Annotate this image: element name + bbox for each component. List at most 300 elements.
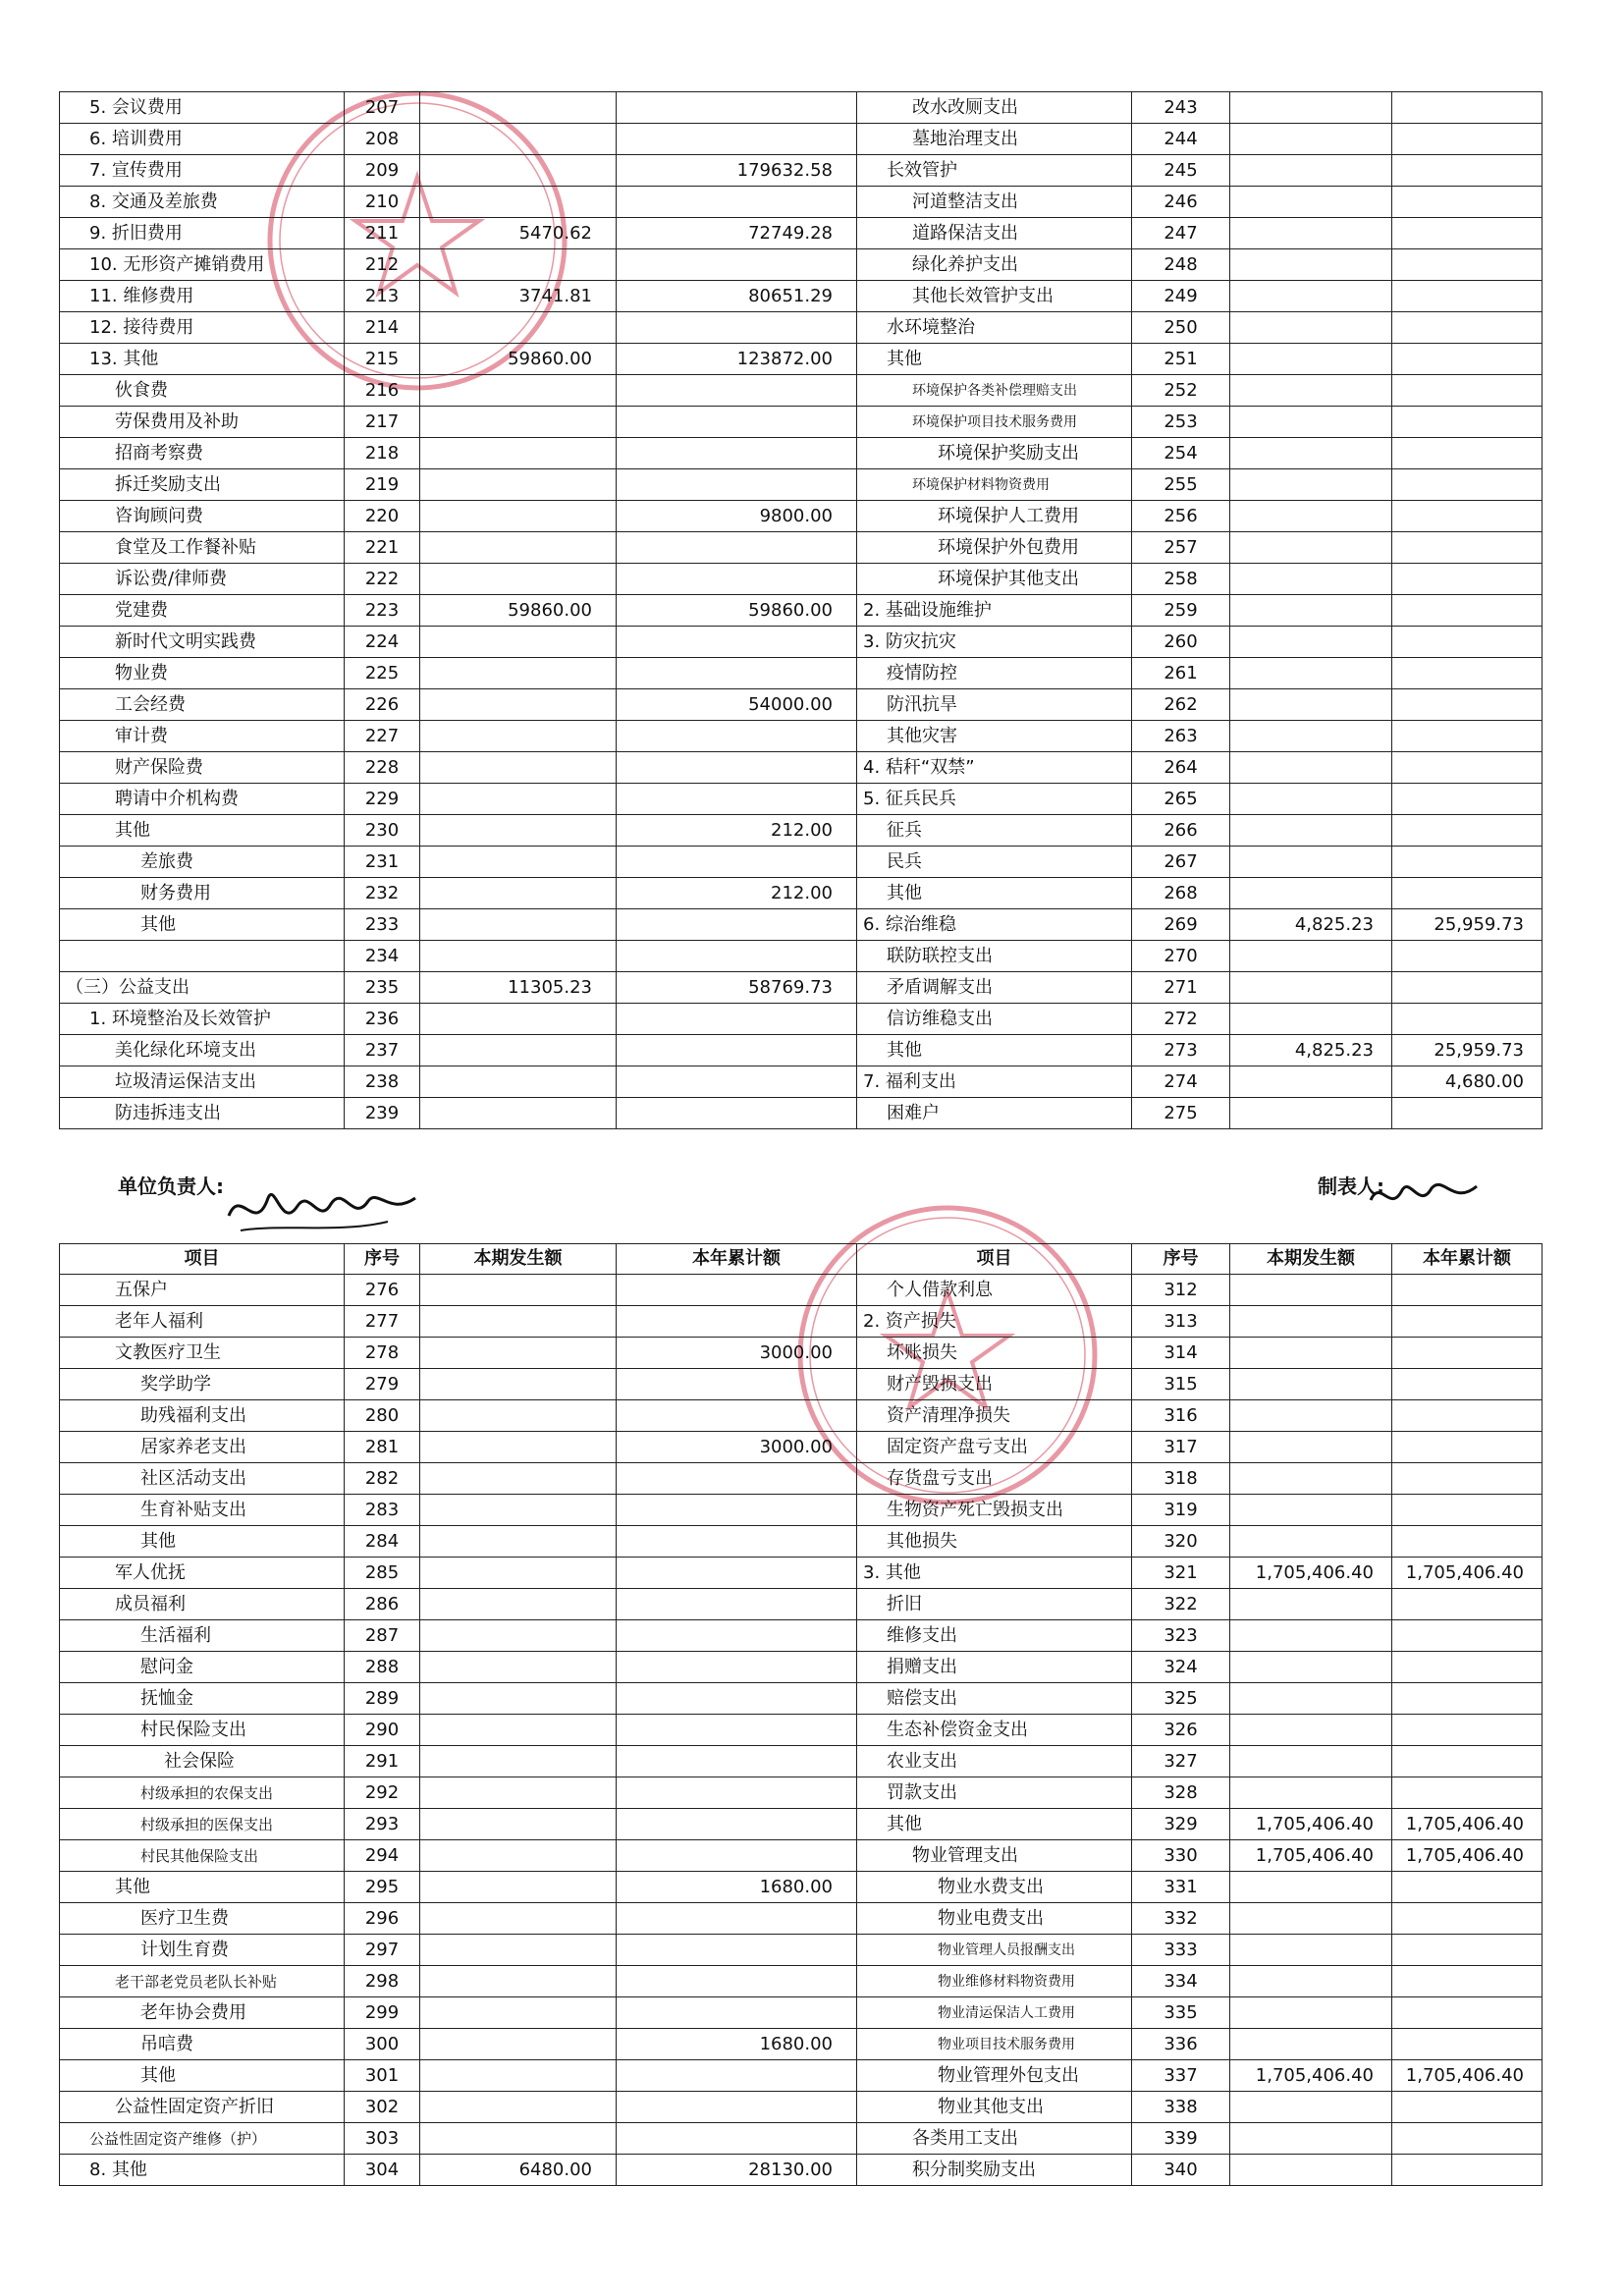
right-ytd-amount: [1392, 1004, 1543, 1035]
left-item-cell: 8. 其他: [60, 2155, 345, 2186]
right-item-cell: 4. 秸秆“双禁”: [857, 752, 1132, 784]
table-row: [60, 407, 1543, 438]
left-item-cell: 计划生育费: [60, 1935, 345, 1966]
right-item-cell: 2. 基础设施维护: [857, 595, 1132, 627]
left-item-cell: 差旅费: [60, 847, 345, 878]
right-seq-cell: 272: [1132, 1004, 1230, 1035]
left-current-amount: [420, 721, 617, 752]
left-seq-cell: 236: [345, 1004, 420, 1035]
right-ytd-amount: [1392, 469, 1543, 501]
right-current-amount: [1230, 2092, 1392, 2123]
table-row: [60, 1400, 1543, 1432]
right-item-cell: 改水改厕支出: [857, 92, 1132, 124]
right-item-cell: 其他: [857, 1809, 1132, 1840]
left-ytd-amount: 28130.00: [617, 2155, 857, 2186]
table-row: [60, 752, 1543, 784]
right-seq-cell: 254: [1132, 438, 1230, 469]
right-item-cell: 信访维稳支出: [857, 1004, 1132, 1035]
left-item-cell: 招商考察费: [60, 438, 345, 469]
table-row: [60, 124, 1543, 155]
right-ytd-amount: [1392, 689, 1543, 721]
right-current-amount: [1230, 1652, 1392, 1683]
left-item-cell: 10. 无形资产摊销费用: [60, 249, 345, 281]
left-current-amount: [420, 1275, 617, 1306]
right-seq-cell: 336: [1132, 2029, 1230, 2060]
right-current-amount: [1230, 815, 1392, 847]
left-ytd-amount: [617, 784, 857, 815]
right-current-amount: 1,705,406.40: [1230, 1558, 1392, 1589]
right-ytd-amount: [1392, 155, 1543, 187]
table-row: [60, 627, 1543, 658]
right-ytd-amount: [1392, 721, 1543, 752]
right-current-amount: [1230, 2123, 1392, 2155]
table-row: [60, 1715, 1543, 1746]
right-item-cell: 其他灾害: [857, 721, 1132, 752]
right-ytd-amount: [1392, 1400, 1543, 1432]
left-current-amount: [420, 501, 617, 532]
left-ytd-amount: [617, 658, 857, 689]
table-row: [60, 1495, 1543, 1526]
right-seq-cell: 266: [1132, 815, 1230, 847]
right-current-amount: [1230, 1066, 1392, 1098]
right-current-amount: [1230, 469, 1392, 501]
right-ytd-amount: [1392, 1652, 1543, 1683]
left-current-amount: [420, 784, 617, 815]
right-item-cell: 2. 资产损失: [857, 1306, 1132, 1338]
left-current-amount: 5470.62: [420, 218, 617, 249]
right-seq-cell: 327: [1132, 1746, 1230, 1777]
left-ytd-amount: 58769.73: [617, 972, 857, 1004]
left-ytd-amount: [617, 1066, 857, 1098]
left-item-cell: 新时代文明实践费: [60, 627, 345, 658]
left-seq-cell: 276: [345, 1275, 420, 1306]
table-row: [60, 1098, 1543, 1129]
right-item-cell: 道路保洁支出: [857, 218, 1132, 249]
left-current-amount: [420, 2123, 617, 2155]
right-current-amount: 1,705,406.40: [1230, 1840, 1392, 1872]
left-ytd-amount: [617, 2123, 857, 2155]
right-ytd-amount: [1392, 752, 1543, 784]
left-current-amount: [420, 407, 617, 438]
left-item-cell: 物业费: [60, 658, 345, 689]
left-seq-cell: 215: [345, 344, 420, 375]
left-item-cell: 13. 其他: [60, 344, 345, 375]
right-ytd-amount: 1,705,406.40: [1392, 1558, 1543, 1589]
right-ytd-amount: [1392, 1715, 1543, 1746]
left-seq-cell: 284: [345, 1526, 420, 1558]
left-item-cell: 公益性固定资产折旧: [60, 2092, 345, 2123]
right-item-cell: 环境保护其他支出: [857, 564, 1132, 595]
left-ytd-amount: [617, 1966, 857, 1997]
left-current-amount: [420, 1683, 617, 1715]
left-ytd-amount: [617, 1369, 857, 1400]
header-current: 本期发生额: [1230, 1244, 1392, 1275]
left-ytd-amount: [617, 1715, 857, 1746]
right-seq-cell: 260: [1132, 627, 1230, 658]
left-seq-cell: 234: [345, 941, 420, 972]
left-ytd-amount: [617, 1495, 857, 1526]
ledger-table-bottom: [59, 1243, 1543, 2186]
right-ytd-amount: [1392, 281, 1543, 312]
left-current-amount: [420, 1400, 617, 1432]
left-seq-cell: 280: [345, 1400, 420, 1432]
left-ytd-amount: 72749.28: [617, 218, 857, 249]
left-current-amount: [420, 1872, 617, 1903]
left-current-amount: [420, 1338, 617, 1369]
left-ytd-amount: [617, 1463, 857, 1495]
left-seq-cell: 292: [345, 1777, 420, 1809]
table-row: [60, 847, 1543, 878]
left-current-amount: [420, 124, 617, 155]
left-ytd-amount: 1680.00: [617, 2029, 857, 2060]
right-ytd-amount: [1392, 1275, 1543, 1306]
right-item-cell: 其他: [857, 1035, 1132, 1066]
right-seq-cell: 253: [1132, 407, 1230, 438]
left-item-cell: [60, 941, 345, 972]
left-current-amount: [420, 532, 617, 564]
right-ytd-amount: [1392, 972, 1543, 1004]
right-ytd-amount: [1392, 438, 1543, 469]
right-current-amount: [1230, 344, 1392, 375]
right-current-amount: [1230, 972, 1392, 1004]
right-current-amount: [1230, 689, 1392, 721]
left-seq-cell: 279: [345, 1369, 420, 1400]
left-seq-cell: 231: [345, 847, 420, 878]
right-item-cell: 物业维修材料物资费用: [857, 1966, 1132, 1997]
left-seq-cell: 225: [345, 658, 420, 689]
left-item-cell: 工会经费: [60, 689, 345, 721]
left-ytd-amount: [617, 941, 857, 972]
left-current-amount: [420, 1306, 617, 1338]
right-item-cell: 个人借款利息: [857, 1275, 1132, 1306]
right-item-cell: 河道整洁支出: [857, 187, 1132, 218]
left-ytd-amount: 54000.00: [617, 689, 857, 721]
right-seq-cell: 338: [1132, 2092, 1230, 2123]
left-item-cell: 伙食费: [60, 375, 345, 407]
right-seq-cell: 251: [1132, 344, 1230, 375]
left-seq-cell: 298: [345, 1966, 420, 1997]
right-seq-cell: 314: [1132, 1338, 1230, 1369]
left-item-cell: 6. 培训费用: [60, 124, 345, 155]
right-current-amount: [1230, 532, 1392, 564]
right-seq-cell: 319: [1132, 1495, 1230, 1526]
table-row: [60, 92, 1543, 124]
left-item-cell: 1. 环境整治及长效管护: [60, 1004, 345, 1035]
left-item-cell: 其他: [60, 1872, 345, 1903]
table-row: [60, 1463, 1543, 1495]
right-ytd-amount: [1392, 1872, 1543, 1903]
header-item: 项目: [60, 1244, 345, 1275]
right-item-cell: 环境保护外包费用: [857, 532, 1132, 564]
table-row: [60, 469, 1543, 501]
right-ytd-amount: 4,680.00: [1392, 1066, 1543, 1098]
right-ytd-amount: [1392, 784, 1543, 815]
left-seq-cell: 222: [345, 564, 420, 595]
right-item-cell: 坏账损失: [857, 1338, 1132, 1369]
table-row: [60, 1338, 1543, 1369]
left-seq-cell: 233: [345, 909, 420, 941]
left-ytd-amount: [617, 1683, 857, 1715]
left-seq-cell: 232: [345, 878, 420, 909]
right-item-cell: 罚款支出: [857, 1777, 1132, 1809]
left-current-amount: [420, 909, 617, 941]
ledger-table-top-body: [60, 92, 1543, 1129]
left-ytd-amount: [617, 1098, 857, 1129]
right-seq-cell: 263: [1132, 721, 1230, 752]
left-current-amount: 11305.23: [420, 972, 617, 1004]
right-seq-cell: 274: [1132, 1066, 1230, 1098]
right-item-cell: 7. 福利支出: [857, 1066, 1132, 1098]
right-current-amount: [1230, 375, 1392, 407]
left-ytd-amount: [617, 1306, 857, 1338]
right-ytd-amount: [1392, 1495, 1543, 1526]
left-item-cell: （三）公益支出: [60, 972, 345, 1004]
right-ytd-amount: [1392, 1966, 1543, 1997]
right-ytd-amount: [1392, 407, 1543, 438]
right-ytd-amount: [1392, 218, 1543, 249]
left-item-cell: 村级承担的医保支出: [60, 1809, 345, 1840]
right-item-cell: 物业管理人员报酬支出: [857, 1935, 1132, 1966]
right-ytd-amount: [1392, 1777, 1543, 1809]
right-item-cell: 其他损失: [857, 1526, 1132, 1558]
right-current-amount: [1230, 1997, 1392, 2029]
left-seq-cell: 229: [345, 784, 420, 815]
left-current-amount: [420, 1777, 617, 1809]
right-seq-cell: 316: [1132, 1400, 1230, 1432]
left-item-cell: 老干部老党员老队长补贴: [60, 1966, 345, 1997]
right-item-cell: 矛盾调解支出: [857, 972, 1132, 1004]
header-ytd: 本年累计额: [617, 1244, 857, 1275]
left-seq-cell: 221: [345, 532, 420, 564]
left-seq-cell: 227: [345, 721, 420, 752]
table-row: [60, 2060, 1543, 2092]
header-current: 本期发生额: [420, 1244, 617, 1275]
left-item-cell: 医疗卫生费: [60, 1903, 345, 1935]
left-current-amount: [420, 878, 617, 909]
left-item-cell: 居家养老支出: [60, 1432, 345, 1463]
table-row: [60, 909, 1543, 941]
left-current-amount: [420, 92, 617, 124]
right-current-amount: [1230, 1369, 1392, 1400]
table-row: [60, 1966, 1543, 1997]
left-item-cell: 其他: [60, 2060, 345, 2092]
left-seq-cell: 212: [345, 249, 420, 281]
right-current-amount: [1230, 1338, 1392, 1369]
right-current-amount: 4,825.23: [1230, 909, 1392, 941]
header-seq: 序号: [1132, 1244, 1230, 1275]
left-ytd-amount: [617, 1004, 857, 1035]
right-item-cell: 征兵: [857, 815, 1132, 847]
right-ytd-amount: [1392, 1098, 1543, 1129]
left-item-cell: 老年协会费用: [60, 1997, 345, 2029]
left-current-amount: [420, 312, 617, 344]
left-seq-cell: 220: [345, 501, 420, 532]
left-ytd-amount: 9800.00: [617, 501, 857, 532]
left-ytd-amount: [617, 1840, 857, 1872]
left-ytd-amount: 3000.00: [617, 1432, 857, 1463]
left-seq-cell: 208: [345, 124, 420, 155]
table-row: [60, 1935, 1543, 1966]
left-ytd-amount: [617, 1903, 857, 1935]
right-seq-cell: 247: [1132, 218, 1230, 249]
right-ytd-amount: 1,705,406.40: [1392, 1840, 1543, 1872]
right-ytd-amount: [1392, 2155, 1543, 2186]
left-ytd-amount: [617, 375, 857, 407]
table-row: [60, 2092, 1543, 2123]
left-seq-cell: 218: [345, 438, 420, 469]
left-item-cell: 社区活动支出: [60, 1463, 345, 1495]
left-ytd-amount: [617, 92, 857, 124]
left-current-amount: 6480.00: [420, 2155, 617, 2186]
left-current-amount: [420, 1809, 617, 1840]
right-current-amount: [1230, 281, 1392, 312]
left-current-amount: [420, 1098, 617, 1129]
left-current-amount: [420, 815, 617, 847]
right-seq-cell: 313: [1132, 1306, 1230, 1338]
left-ytd-amount: [617, 1526, 857, 1558]
table-header-row: [60, 1244, 1543, 1275]
left-current-amount: [420, 375, 617, 407]
left-item-cell: 村民保险支出: [60, 1715, 345, 1746]
right-item-cell: 水环境整治: [857, 312, 1132, 344]
left-current-amount: 59860.00: [420, 344, 617, 375]
right-ytd-amount: [1392, 92, 1543, 124]
right-seq-cell: 326: [1132, 1715, 1230, 1746]
left-current-amount: [420, 438, 617, 469]
left-current-amount: [420, 941, 617, 972]
left-ytd-amount: [617, 1746, 857, 1777]
right-current-amount: 1,705,406.40: [1230, 1809, 1392, 1840]
left-ytd-amount: [617, 249, 857, 281]
right-current-amount: [1230, 1589, 1392, 1620]
table-row: [60, 1004, 1543, 1035]
right-seq-cell: 245: [1132, 155, 1230, 187]
right-seq-cell: 244: [1132, 124, 1230, 155]
left-ytd-amount: 179632.58: [617, 155, 857, 187]
left-item-cell: 拆迁奖励支出: [60, 469, 345, 501]
left-item-cell: 奖学助学: [60, 1369, 345, 1400]
left-current-amount: [420, 1463, 617, 1495]
right-item-cell: 环境保护人工费用: [857, 501, 1132, 532]
right-item-cell: 环境保护各类补偿理赔支出: [857, 375, 1132, 407]
left-current-amount: [420, 2060, 617, 2092]
right-seq-cell: 261: [1132, 658, 1230, 689]
table-row: [60, 1777, 1543, 1809]
right-item-cell: 其他: [857, 878, 1132, 909]
right-current-amount: [1230, 847, 1392, 878]
left-ytd-amount: [617, 909, 857, 941]
left-current-amount: [420, 187, 617, 218]
right-current-amount: [1230, 721, 1392, 752]
table-row: [60, 564, 1543, 595]
left-ytd-amount: [617, 2092, 857, 2123]
left-ytd-amount: 1680.00: [617, 1872, 857, 1903]
right-item-cell: 环境保护项目技术服务费用: [857, 407, 1132, 438]
left-ytd-amount: [617, 124, 857, 155]
left-item-cell: 老年人福利: [60, 1306, 345, 1338]
table-row: [60, 689, 1543, 721]
right-current-amount: [1230, 1935, 1392, 1966]
left-current-amount: 59860.00: [420, 595, 617, 627]
right-seq-cell: 269: [1132, 909, 1230, 941]
right-seq-cell: 248: [1132, 249, 1230, 281]
right-item-cell: 物业管理支出: [857, 1840, 1132, 1872]
right-current-amount: [1230, 658, 1392, 689]
right-seq-cell: 339: [1132, 2123, 1230, 2155]
left-ytd-amount: [617, 1777, 857, 1809]
right-item-cell: 3. 防灾抗灾: [857, 627, 1132, 658]
right-item-cell: 长效管护: [857, 155, 1132, 187]
right-ytd-amount: [1392, 1463, 1543, 1495]
right-item-cell: 农业支出: [857, 1746, 1132, 1777]
left-item-cell: 其他: [60, 1526, 345, 1558]
right-ytd-amount: [1392, 595, 1543, 627]
right-current-amount: [1230, 1777, 1392, 1809]
right-current-amount: [1230, 752, 1392, 784]
table-row: [60, 1746, 1543, 1777]
ledger-table-top: [59, 91, 1543, 1129]
left-ytd-amount: [617, 564, 857, 595]
right-item-cell: 存货盘亏支出: [857, 1463, 1132, 1495]
table-row: [60, 878, 1543, 909]
left-ytd-amount: 3000.00: [617, 1338, 857, 1369]
right-ytd-amount: [1392, 2029, 1543, 2060]
right-item-cell: 折旧: [857, 1589, 1132, 1620]
right-ytd-amount: [1392, 1369, 1543, 1400]
left-item-cell: 财务费用: [60, 878, 345, 909]
left-seq-cell: 286: [345, 1589, 420, 1620]
left-item-cell: 11. 维修费用: [60, 281, 345, 312]
right-seq-cell: 275: [1132, 1098, 1230, 1129]
left-current-amount: [420, 689, 617, 721]
right-item-cell: 积分制奖励支出: [857, 2155, 1132, 2186]
header-seq: 序号: [345, 1244, 420, 1275]
left-item-cell: 12. 接待费用: [60, 312, 345, 344]
right-ytd-amount: [1392, 658, 1543, 689]
right-current-amount: [1230, 92, 1392, 124]
right-ytd-amount: [1392, 124, 1543, 155]
left-seq-cell: 290: [345, 1715, 420, 1746]
left-current-amount: [420, 1589, 617, 1620]
left-seq-cell: 293: [345, 1809, 420, 1840]
left-ytd-amount: 59860.00: [617, 595, 857, 627]
right-ytd-amount: 25,959.73: [1392, 1035, 1543, 1066]
left-ytd-amount: [617, 1400, 857, 1432]
right-ytd-amount: [1392, 941, 1543, 972]
left-seq-cell: 294: [345, 1840, 420, 1872]
left-item-cell: 军人优抚: [60, 1558, 345, 1589]
right-item-cell: 物业电费支出: [857, 1903, 1132, 1935]
right-item-cell: 3. 其他: [857, 1558, 1132, 1589]
left-item-cell: 生育补贴支出: [60, 1495, 345, 1526]
left-seq-cell: 216: [345, 375, 420, 407]
left-ytd-amount: [617, 1558, 857, 1589]
right-seq-cell: 318: [1132, 1463, 1230, 1495]
left-current-amount: [420, 564, 617, 595]
left-item-cell: 党建费: [60, 595, 345, 627]
table-row: [60, 815, 1543, 847]
right-current-amount: [1230, 438, 1392, 469]
right-ytd-amount: [1392, 1746, 1543, 1777]
left-item-cell: 成员福利: [60, 1589, 345, 1620]
right-ytd-amount: [1392, 564, 1543, 595]
right-item-cell: 疫情防控: [857, 658, 1132, 689]
right-seq-cell: 321: [1132, 1558, 1230, 1589]
left-ytd-amount: [617, 1997, 857, 2029]
right-item-cell: 物业项目技术服务费用: [857, 2029, 1132, 2060]
left-current-amount: [420, 249, 617, 281]
left-current-amount: [420, 752, 617, 784]
